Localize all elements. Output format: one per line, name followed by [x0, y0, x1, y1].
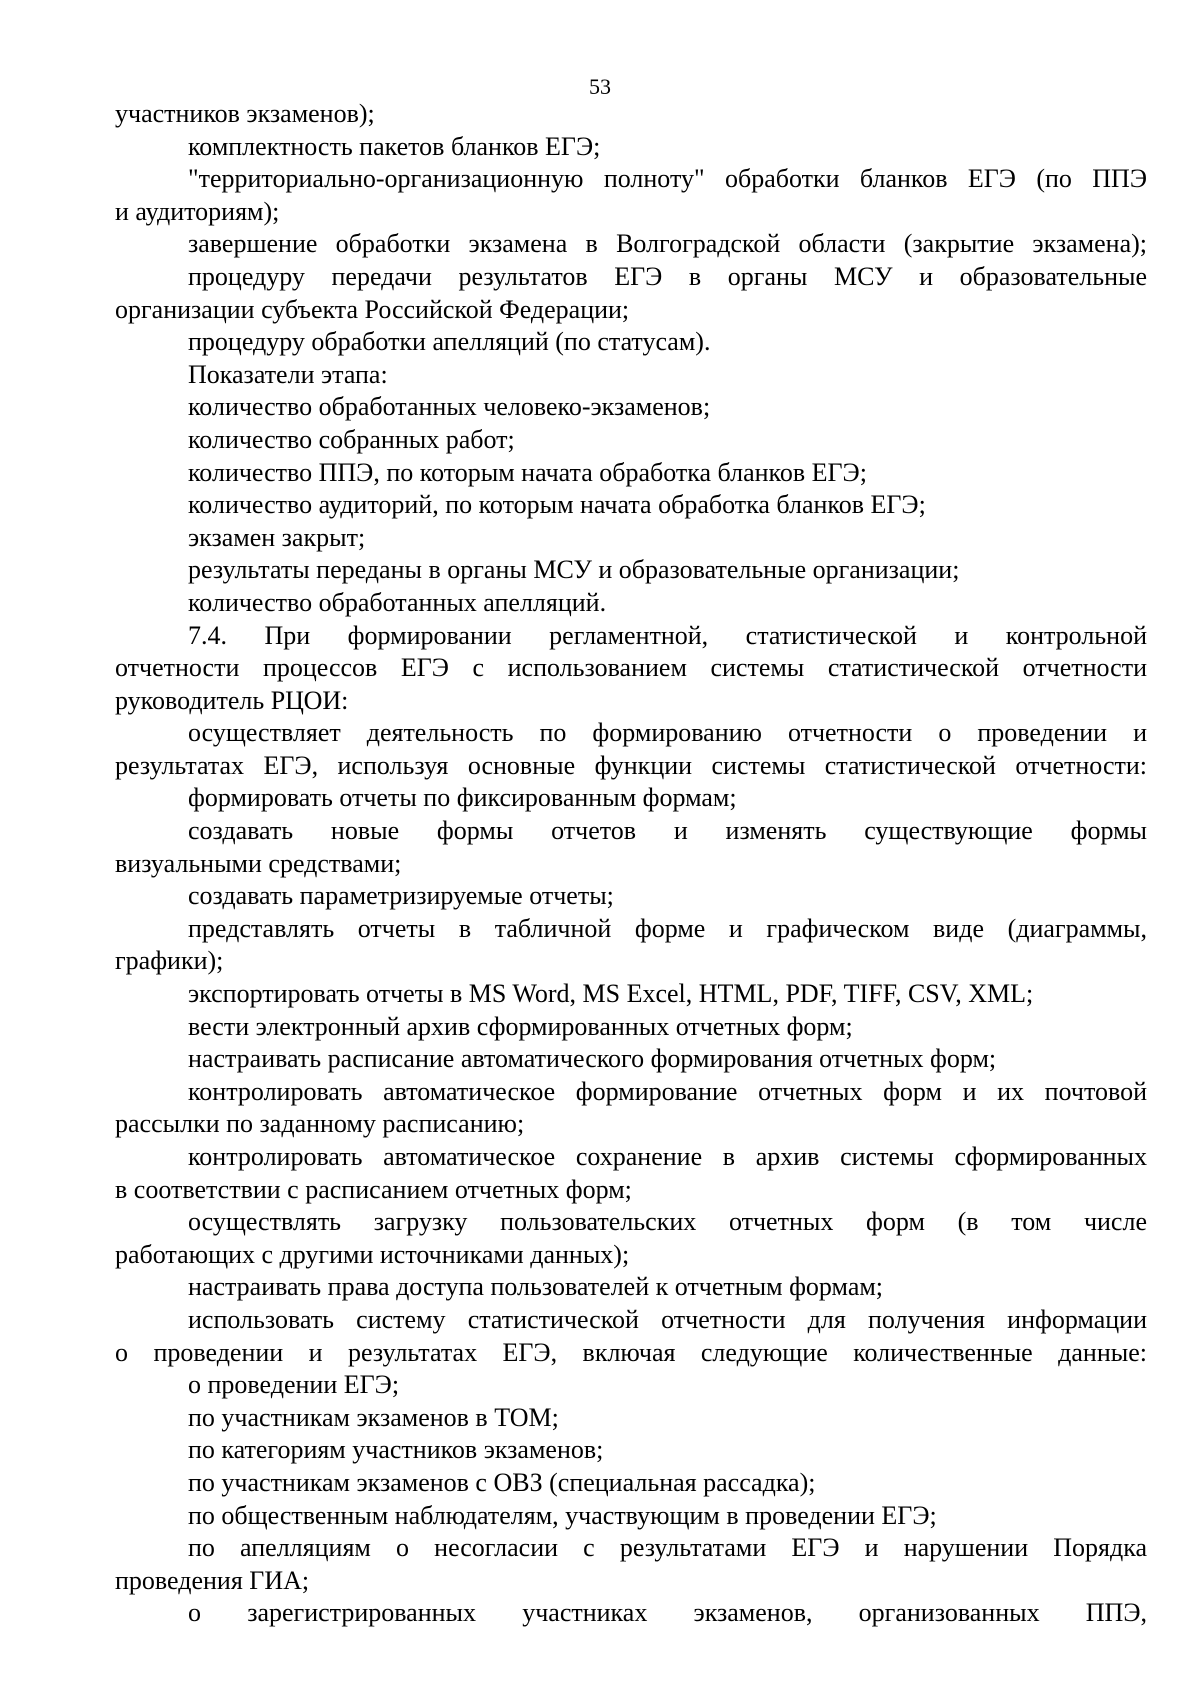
text-line: экспортировать отчеты в MS Word, MS Excel, HTML, PDF, TIFF, CSV, XML; — [188, 979, 1034, 1009]
text-line: количество обработанных человеко-экзаменов; — [188, 392, 711, 422]
page-number: 53 — [589, 74, 611, 99]
text-line: рассылки по заданному расписанию; — [115, 1109, 525, 1139]
text-line: экзамен закрыт; — [188, 522, 366, 552]
text-line: формировать отчеты по фиксированным формам; — [188, 783, 737, 813]
text-line: о зарегистрированных участниках экзаменов, организованных ППЭ, — [188, 1598, 1147, 1628]
text-line: результаты переданы в органы МСУ и образовательные организации; — [188, 555, 960, 585]
text-line: контролировать автоматическое сохранение в архив системы сформированных — [188, 1142, 1147, 1171]
text-line: завершение обработки экзамена в Волгоградской области (закрытие экзамена); — [188, 229, 1147, 259]
text-line: процедуру передачи результатов ЕГЭ в органы МСУ и образовательные — [188, 261, 1147, 291]
document-body — [115, 98, 1147, 1630]
text-line: количество аудиторий, по которым начата обработка бланков ЕГЭ; — [188, 490, 926, 520]
text-line: количество обработанных апелляций. — [188, 587, 607, 617]
text-line: по участникам экзаменов в ТОМ; — [188, 1402, 559, 1432]
text-line: и аудиториям); — [115, 196, 280, 226]
text-line: осуществлять загрузку пользовательских отчетных форм (в том числе — [188, 1207, 1147, 1237]
text-line: комплектность пакетов бланков ЕГЭ; — [188, 131, 601, 161]
text-line: по общественным наблюдателям, участвующим в проведении ЕГЭ; — [188, 1500, 937, 1530]
text-line: процедуру обработки апелляций (по статусам). — [188, 327, 711, 357]
text-line: проведения ГИА; — [115, 1565, 310, 1595]
text-line: о проведении ЕГЭ; — [188, 1370, 400, 1400]
text-line: визуальными средствами; — [115, 848, 402, 878]
text-line: 7.4. При формировании регламентной, статистической и контрольной — [188, 620, 1147, 650]
text-line: настраивать расписание автоматического формирования отчетных форм; — [188, 1044, 997, 1074]
text-line: организации субъекта Российской Федерации; — [115, 294, 630, 324]
text-line: создавать параметризируемые отчеты; — [188, 881, 614, 911]
text-line: представлять отчеты в табличной форме и графическом виде (диаграммы, — [188, 913, 1147, 943]
text-line: настраивать права доступа пользователей к отчетным формам; — [188, 1272, 884, 1302]
text-line: вести электронный архив сформированных отчетных форм; — [188, 1011, 853, 1041]
text-line: руководитель РЦОИ: — [115, 685, 349, 715]
text-line: в соответствии с расписанием отчетных форм; — [115, 1174, 632, 1204]
text-line: использовать систему статистической отчетности для получения информации — [188, 1304, 1147, 1334]
text-line: количество собранных работ; — [188, 424, 515, 454]
text-line: создавать новые формы отчетов и изменять существующие формы — [188, 816, 1147, 846]
text-line: по апелляциям о несогласии с результатами ЕГЭ и нарушении Порядка — [188, 1533, 1147, 1563]
text-line: о проведении и результатах ЕГЭ, включая следующие количественные данные: — [115, 1337, 1147, 1367]
text-line: "территориально-организационную полноту" обработки бланков ЕГЭ (по ППЭ — [188, 164, 1147, 194]
text-line: отчетности процессов ЕГЭ с использованием системы статистической отчетности — [115, 653, 1147, 683]
text-line: результатах ЕГЭ, используя основные функции системы статистической отчетности: — [115, 750, 1147, 780]
text-line: Показатели этапа: — [188, 359, 388, 389]
text-line: контролировать автоматическое формирование отчетных форм и их почтовой — [188, 1076, 1147, 1106]
text-line: участников экзаменов); — [115, 99, 375, 128]
text-line: работающих с другими источниками данных); — [115, 1239, 630, 1269]
text-line: графики); — [115, 946, 224, 976]
text-line: осуществляет деятельность по формированию отчетности о проведении и — [188, 718, 1147, 748]
text-line: количество ППЭ, по которым начата обработка бланков ЕГЭ; — [188, 457, 867, 487]
text-line: по категориям участников экзаменов; — [188, 1435, 604, 1465]
text-line: по участникам экзаменов с ОВЗ (специальная рассадка); — [188, 1467, 816, 1497]
